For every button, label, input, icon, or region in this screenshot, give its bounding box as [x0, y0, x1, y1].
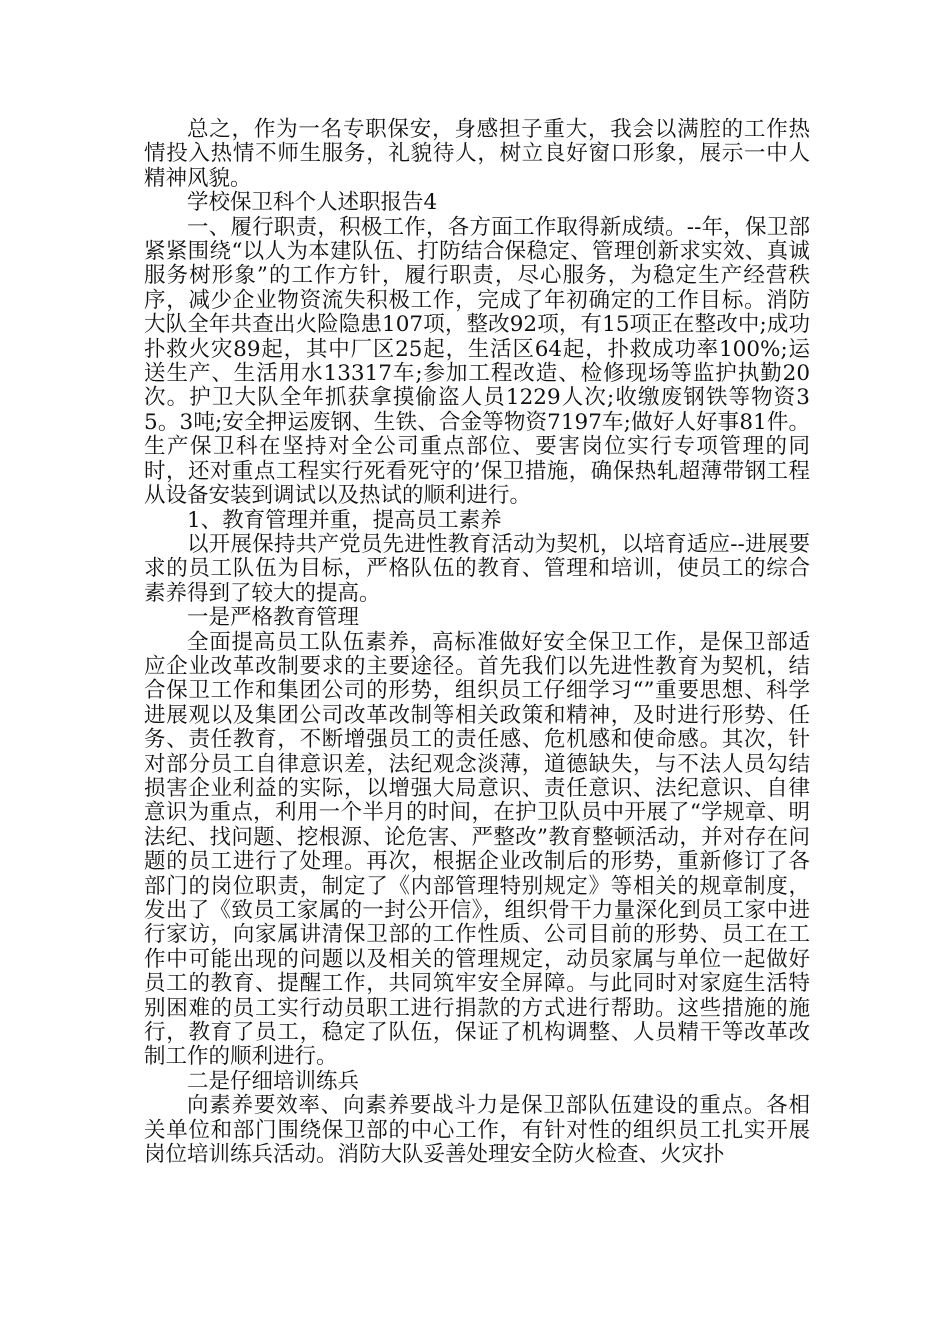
- paragraph-education-intro: 以开展保持共产党员先进性教育活动为契机，以培育适应--进展要求的员工队伍为目标，严格队伍的教育、管理和培训，使员工的综合素养得到了较大的提高。: [144, 531, 810, 606]
- section-heading-education: 1、教育管理并重，提高员工素养: [187, 507, 502, 533]
- report-title: 学校保卫科个人述职报告4: [187, 190, 438, 216]
- paragraph-strict-management: 全面提高员工队伍素养，高标准做好安全保卫工作，是保卫部适应企业改革改制要求的主要途径。首先我们以先进性教育为契机，结合保卫工作和集团公司的形势，组织员工仔细学习“”重要思想、科学进展观以及集团公司改革改制等相关政策和精神，及时进行形势、任务、责任教育，不断增强员工的责任感、危机感和使命感。其次，针对部分员工自律意识差，法纪观念淡薄，道德缺失，与不法人员勾结损害企业利益的实际，以增强大局意识、责任意识、法纪意识、自律意识为重点，利用一个半月的时间，在护卫队员中开展了“学规章、明法纪、找问题、挖根源、论危害、严整改”教育整顿活动，并对存在问题的员工进行了处理。再次，根据企业改制后的形势，重新修订了各部门的岗位职责，制定了《内部管理特别规定》等相关的规章制度，发出了《致员工家属的一封公开信》，组织骨干力量深化到员工家中进行家访，向家属讲清保卫部的工作性质、公司目前的形势、员工在工作中可能出现的问题以及相关的管理规定，动员家属与单位一起做好员工的教育、提醒工作，共同筑牢安全屏障。与此同时对家庭生活特别困难的员工实行动员职工进行捐款的方式进行帮助。这些措施的施行，教育了员工，稳定了队伍，保证了机构调整、人员精干等改革改制工作的顺利进行。: [144, 629, 810, 1070]
- paragraph-conclusion: 总之，作为一名专职保安，身感担子重大，我会以满腔的工作热情投入热情不师生服务，礼貌待人，树立良好窗口形象，展示一中人精神风貌。: [144, 117, 810, 191]
- subheading-strict-management: 一是严格教育管理: [187, 605, 360, 631]
- paragraph-training: 向素养要效率、向素养要战斗力是保卫部队伍建设的重点。各相关单位和部门围绕保卫部的中心工作，有针对性的组织员工扎实开展岗位培训练兵活动。消防大队妥善处理安全防火检查、火灾扑: [144, 1093, 810, 1168]
- subheading-training: 二是仔细培训练兵: [187, 1068, 360, 1094]
- paragraph-duties: 一、履行职责，积极工作，各方面工作取得新成绩。--年，保卫部紧紧围绕“以人为本建队伍、打防结合保稳定、管理创新求实效、真诚服务树形象”的工作方针，履行职责，尽心服务，为稳定生产经营秩序，减少企业物资流失积极工作，完成了年初确定的工作目标。消防大队全年共查出火险隐患107项，整改92项，有15项正在整改中;成功扑救火灾89起，其中厂区25起，生活区64起，扑救成功率100%;运送生产、生活用水13317车;参加工程改造、检修现场等监护执勤20次。护卫大队全年抓获拿摸偷盗人员1229人次;收缴废钢铁等物资35。3吨;安全押运废钢、生铁、合金等物资7197车;做好人好事81件。生产保卫科在坚持对全公司重点部位、要害岗位实行专项管理的同时，还对重点工程实行死看死守的’保卫措施，确保热轧超薄带钢工程从设备安装到调试以及热试的顺利进行。: [144, 214, 810, 509]
- document-body: [144, 118, 810, 1167]
